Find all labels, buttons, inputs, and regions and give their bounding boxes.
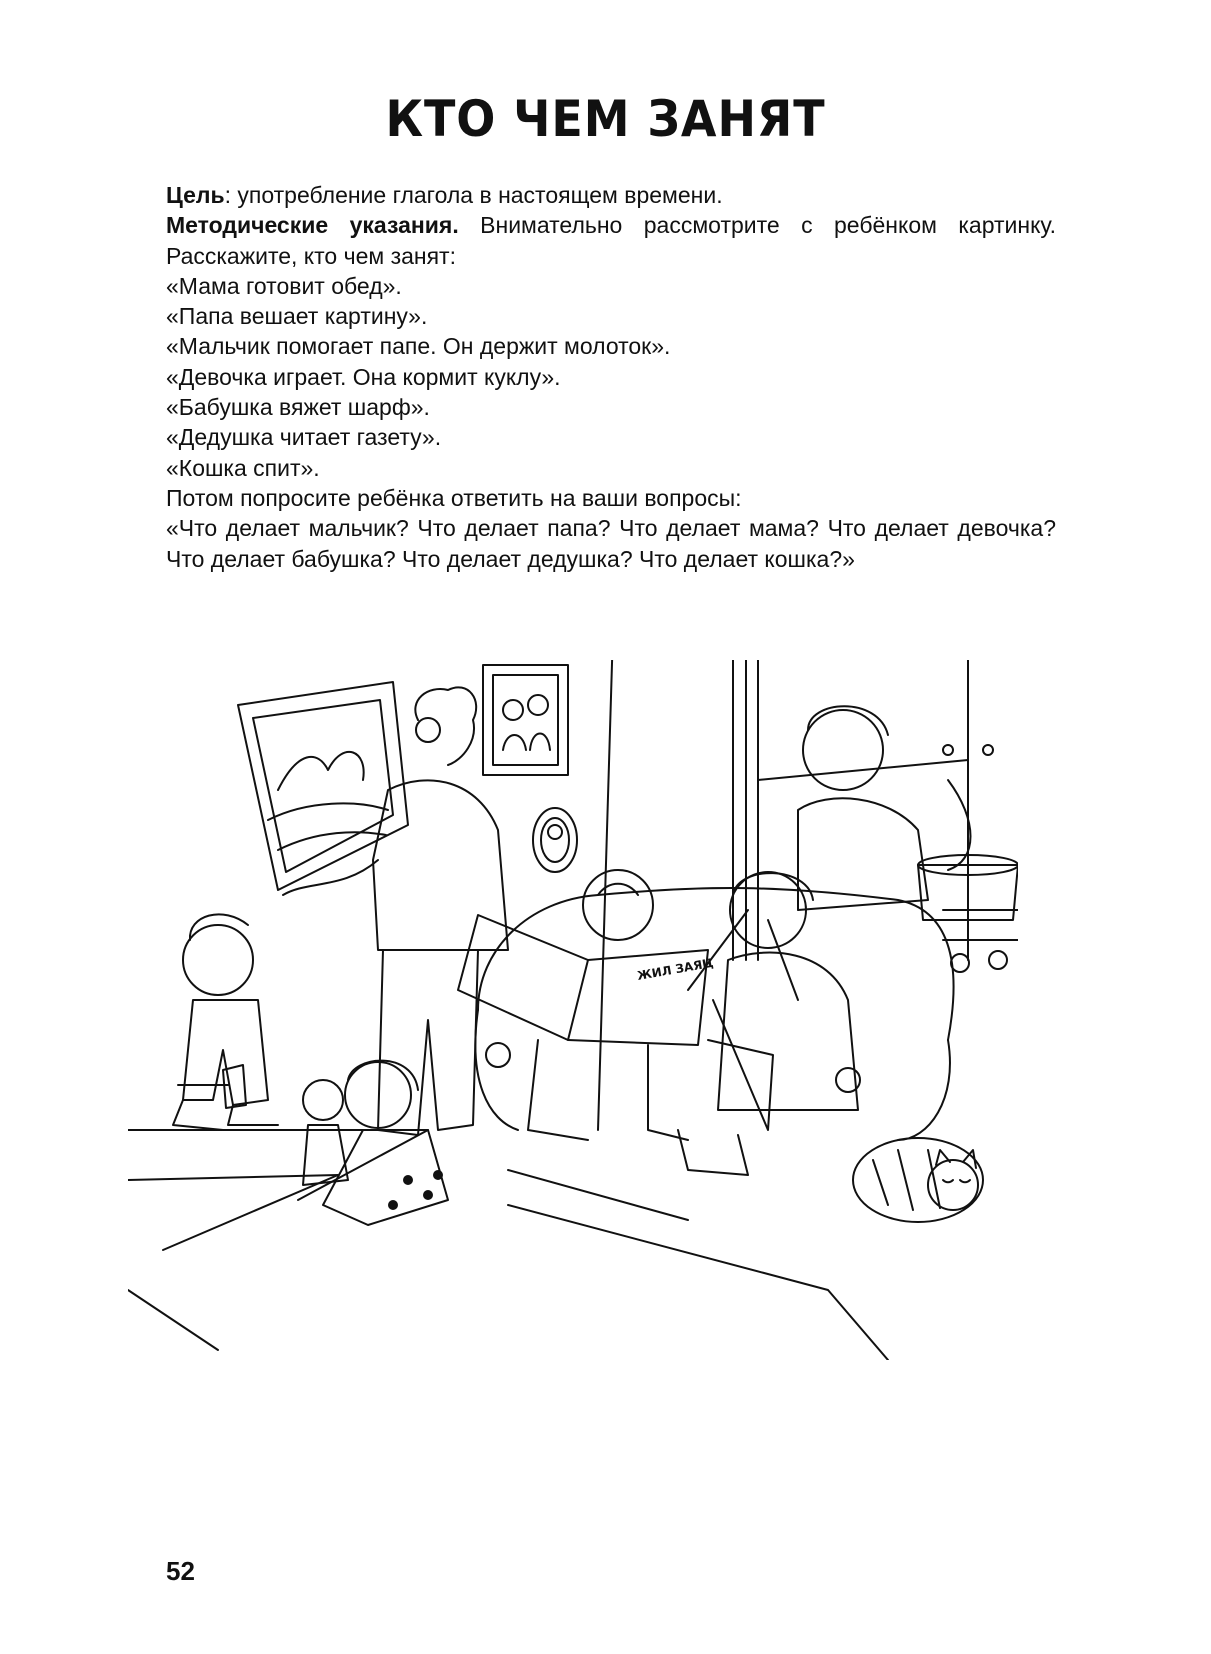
sentence-item: «Девочка играет. Она кормит куклу». xyxy=(166,363,561,390)
cat-figure xyxy=(853,1138,983,1222)
goal-label: Цель xyxy=(166,182,225,208)
boy-figure xyxy=(173,914,278,1130)
newspaper-title: ЖИЛ ЗАЯЦ xyxy=(636,955,715,983)
questions-paragraph: «Что делает мальчик? Что делает папа? Что делает мама? Что делает девочка? Что делает бабушка? Что делает дедушка? Что делает кошка?» xyxy=(166,515,1056,572)
goal-line xyxy=(166,180,1056,210)
sentence-item: «Кошка спит». xyxy=(166,454,320,481)
goal-text: : употребление глагола в настоящем времени. xyxy=(224,182,723,208)
method-paragraph xyxy=(166,210,1056,271)
instructions-block xyxy=(166,180,1056,574)
sentence-item: «Папа вешает картину». xyxy=(166,303,428,330)
sentence-item: «Дедушка читает газету». xyxy=(166,424,442,451)
girl-figure xyxy=(303,1061,448,1225)
mom-figure xyxy=(798,706,1018,920)
armchair xyxy=(475,888,953,1140)
method-label: Методические указания. xyxy=(166,212,459,239)
page-number: 52 xyxy=(166,1556,195,1586)
sentence-item: «Бабушка вяжет шарф». xyxy=(166,394,430,421)
page-title: КТО ЧЕМ ЗАНЯТ xyxy=(385,90,826,148)
wall-portraits xyxy=(483,665,577,872)
rug xyxy=(128,1130,888,1360)
grandma-figure xyxy=(678,872,858,1175)
grandpa-figure xyxy=(458,870,714,1140)
method-text: Внимательно рассмотрите с ребёнком картинку. Расскажите, кто чем занят: xyxy=(166,212,1056,269)
family-illustration xyxy=(128,660,1018,1360)
instruction-line: Потом попросите ребёнка ответить на ваши вопросы: xyxy=(166,484,742,511)
landscape-painting xyxy=(238,682,408,890)
sentence-item: «Мама готовит обед». xyxy=(166,272,402,299)
sentence-item: «Мальчик помогает папе. Он держит молоток». xyxy=(166,333,671,360)
